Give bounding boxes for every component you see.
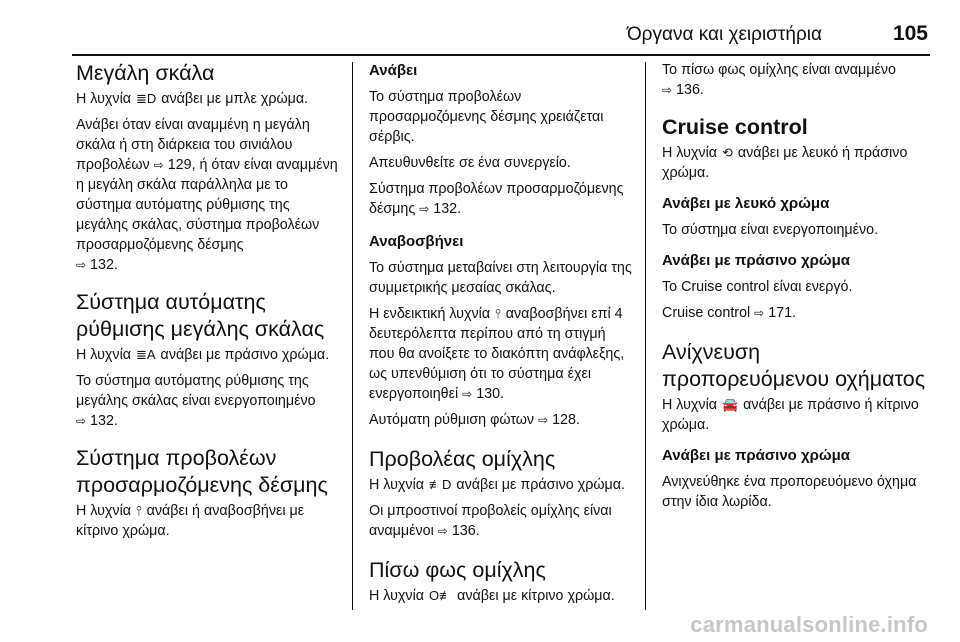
paragraph: Η λυχνία O≢ ανάβει με κίτρινο χρώμα. [369, 588, 615, 604]
page-reference[interactable]: ⇨ 136. [662, 82, 704, 98]
paragraph: Το σύστημα αυτόματης ρύθμισης της μεγάλης σκάλας είναι ενεργοποιημένο ⇨ 132. [76, 373, 316, 429]
column-2 [369, 60, 633, 612]
arrow-icon: ⇨ [754, 306, 765, 320]
paragraph: Το Cruise control είναι ενεργό. [662, 279, 853, 295]
adaptive-headlight-icon: ⫯ [136, 503, 142, 518]
paragraph: Ανιχνεύθηκε ένα προπορευόμενο όχημα στην ίδια λωρίδα. [662, 474, 917, 510]
paragraph: Η ενδεικτική λυχνία ⫯ αναβοσβήνει επί 4 δευτερόλεπτα περίπου από τη στιγμή που θα ανοίξετε το διακόπτη ανάφλεξης, ως υπενθύμιση ότι το σύστημα έχει ενεργοποιηθεί ⇨ 130. [369, 306, 625, 402]
column-divider-1 [352, 62, 353, 610]
adaptive-headlight-icon: ⫯ [495, 306, 501, 321]
watermark: carmanualsonline.info [690, 612, 928, 637]
paragraph: Οι μπροστινοί προβολείς ομίχλης είναι αναμμένοι ⇨ 136. [369, 503, 612, 539]
arrow-icon: ⇨ [462, 387, 473, 401]
paragraph: Αυτόματη ρύθμιση φώτων ⇨ 128. [369, 412, 580, 428]
paragraph [76, 115, 340, 275]
page-reference[interactable]: ⇨ 129 [153, 157, 192, 173]
arrow-icon: ⇨ [76, 414, 87, 428]
arrow-icon: ⇨ [153, 158, 164, 172]
paragraph [76, 89, 340, 109]
page-number: 105 [892, 22, 928, 45]
high-beam-icon: ≣D [136, 91, 157, 106]
page-reference[interactable]: ⇨ 130. [462, 386, 505, 402]
header-divider [72, 54, 930, 56]
text: Η λυχνία [76, 91, 135, 107]
section-title-vehicle-detection: Ανίχνευση προπορευόμενου οχήματος [662, 340, 926, 391]
page-reference[interactable]: ⇨ 132. [76, 413, 118, 429]
arrow-icon: ⇨ [437, 524, 448, 538]
arrow-icon: ⇨ [419, 202, 430, 216]
paragraph: Το σύστημα είναι ενεργοποιημένο. [662, 222, 879, 238]
subheading-flashing: Αναβοσβήνει [369, 233, 464, 250]
column-3 [662, 60, 926, 518]
page-header-title: Όργανα και χειριστήρια [626, 24, 822, 45]
paragraph: Το σύστημα προβολέων προσαρμοζόμενης δέσμης χρειάζεται σέρβις. [369, 89, 604, 145]
rear-fog-light-icon: O≢ [429, 588, 453, 603]
paragraph: Cruise control ⇨ 171. [662, 305, 797, 321]
auto-high-beam-icon: ≣A [136, 347, 156, 362]
section-title-rear-fog-light: Πίσω φως ομίχλης [369, 558, 546, 582]
page-reference[interactable]: ⇨ 171. [754, 305, 797, 321]
text: Ανάβει όταν είναι αναμμένη η μεγάλη σκάλα ή στη διάρκεια του σινιάλου προβολέων [76, 117, 310, 173]
subheading-lights-up: Ανάβει [369, 62, 418, 79]
subheading-green: Ανάβει με πράσινο χρώμα [662, 252, 850, 269]
paragraph: Η λυχνία ≢D ανάβει με πράσινο χρώμα. [369, 477, 625, 493]
paragraph: Σύστημα προβολέων προσαρμοζόμενης δέσμης ⇨ 132. [369, 181, 624, 217]
arrow-icon: ⇨ [538, 413, 549, 427]
paragraph: Η λυχνία ≣A ανάβει με πράσινο χρώμα. [76, 347, 330, 363]
page-reference[interactable]: ⇨ 136. [437, 523, 480, 539]
page-reference[interactable]: ⇨ 128. [538, 412, 580, 428]
text: ανάβει με μπλε χρώμα. [157, 91, 309, 107]
paragraph: Το σύστημα μεταβαίνει στη λειτουργία της συμμετρικής μεσαίας σκάλας. [369, 260, 632, 296]
front-fog-light-icon: ≢D [429, 477, 452, 492]
subheading-white: Ανάβει με λευκό χρώμα [662, 195, 830, 212]
cruise-control-icon: ⟲ [722, 145, 733, 160]
paragraph: Το πίσω φως ομίχλης είναι αναμμένο ⇨ 136. [662, 62, 896, 98]
vehicle-ahead-icon: 🚘 [722, 397, 739, 412]
arrow-icon: ⇨ [76, 258, 87, 272]
arrow-icon: ⇨ [662, 83, 673, 97]
paragraph: Η λυχνία ⟲ ανάβει με λευκό ή πράσινο χρώμα. [662, 145, 908, 181]
subheading-green-2: Ανάβει με πράσινο χρώμα [662, 447, 850, 464]
page-reference[interactable]: ⇨ 132. [76, 257, 118, 273]
column-1 [76, 60, 340, 547]
paragraph: Απευθυνθείτε σε ένα συνεργείο. [369, 155, 571, 171]
column-divider-2 [645, 62, 646, 610]
section-title-auto-high-beam: Σύστημα αυτόματης ρύθμισης μεγάλης σκάλας [76, 290, 325, 341]
paragraph: Η λυχνία ⫯ ανάβει ή αναβοσβήνει με κίτρινο χρώμα. [76, 503, 305, 539]
section-title-fog-light: Προβολέας ομίχλης [369, 447, 556, 471]
text: , ή όταν είναι αναμμένη η μεγάλη σκάλα παράλληλα με το σύστημα αυτόματης ρύθμισης της μεγάλης σκάλας, σύστημα προβολέων προσαρμοζόμενης δέσμης [76, 157, 338, 253]
section-title-cruise-control: Cruise control [662, 115, 808, 139]
paragraph: Η λυχνία 🚘 ανάβει με πράσινο ή κίτρινο χρώμα. [662, 397, 919, 433]
page-reference[interactable]: ⇨ 132. [419, 201, 462, 217]
section-title-adaptive-headlights: Σύστημα προβολέων προσαρμοζόμενης δέσμης [76, 446, 328, 497]
section-title-high-beam: Μεγάλη σκάλα [76, 61, 215, 85]
